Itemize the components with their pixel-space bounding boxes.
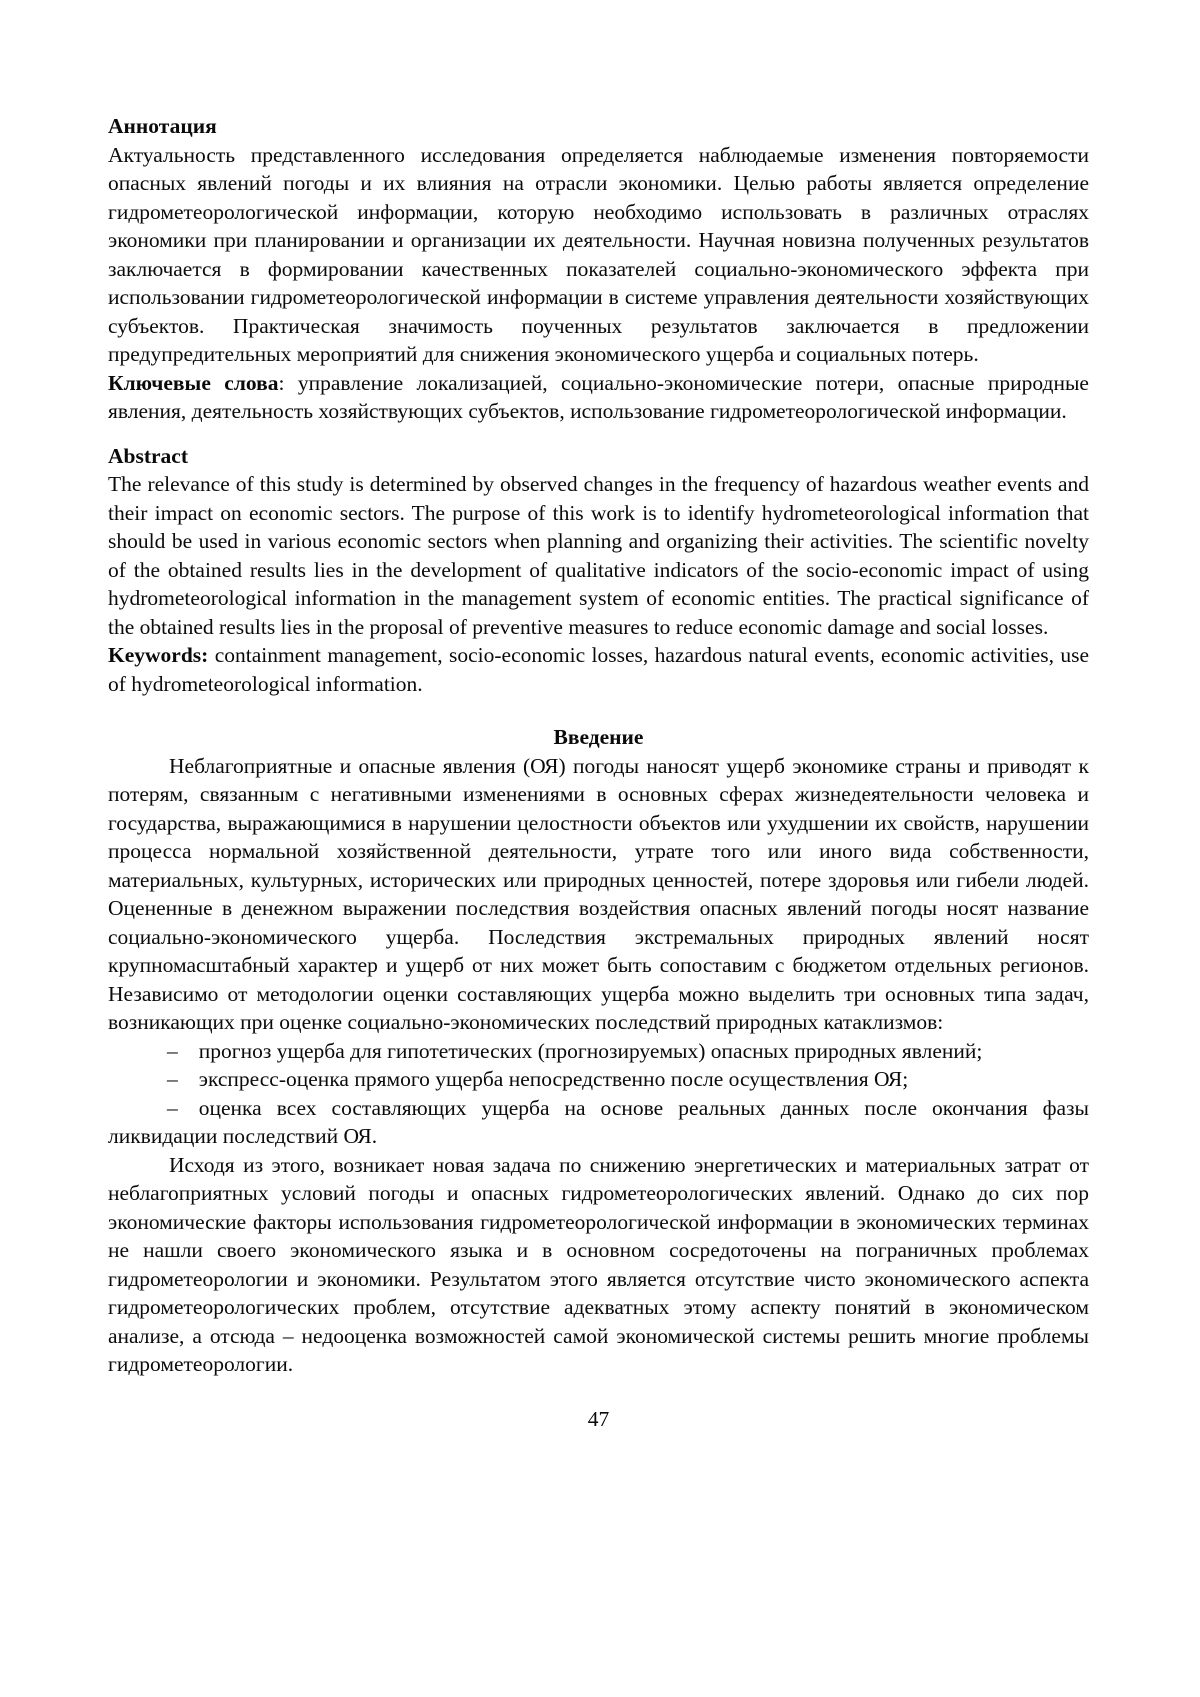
dash-bullet-marker: –: [167, 1095, 178, 1120]
introduction-heading: Введение: [553, 725, 644, 749]
section-gap: [108, 698, 1089, 723]
intro-paragraph-2: Исходя из этого, возникает новая задача по снижению энергетических и материальных затрат от неблагоприятных условий погоды и опасных гидрометеорологических явлений. Однако до сих пор экономические факторы использования гидрометеорологической информации в экономических терминах не нашли своего экономического языка и в основном сосредоточены на пограничных проблемах гидрометеорологии и экономики. Результатом этого является отсутствие чисто экономического аспекта гидрометеорологических проблем, отсутствие адекватных этому аспекту понятий в экономическом анализе, а отсюда – недооценка возможностей самой экономической системы решить многие проблемы гидрометеорологии.: [108, 1152, 1089, 1376]
bullet-item: [108, 1037, 1089, 1066]
bullet-item-text: оценка всех составляющих ущерба на основе реальных данных после окончания фазы ликвидации последствий ОЯ.: [108, 1095, 1089, 1148]
keywords-ru-label: Ключевые слова: [108, 370, 279, 395]
bullet-item-text: прогноз ущерба для гипотетических (прогнозируемых) опасных природных явлений;: [198, 1038, 983, 1063]
keywords-en: [108, 641, 1089, 698]
annotation-section-ru: [108, 112, 1089, 426]
annotation-body: Актуальность представленного исследования определяется наблюдаемые изменения повторяемости опасных явлений погоды и их влияния на отрасли экономики. Целью работы является определение гидрометеорологической информации, которую необходимо использовать в различных отраслях экономики при планировании и организации их деятельности. Научная новизна полученных результатов заключается в формировании качественных показателей социально-экономического эффекта при использовании гидрометеорологической информации в системе управления деятельности хозяйствующих субъектов. Практическая значимость поученных результатов заключается в предложении предупредительных мероприятий для снижения экономического ущерба и социальных потерь.: [108, 142, 1089, 366]
dash-bullet-marker: –: [167, 1038, 178, 1063]
abstract-body: The relevance of this study is determined by observed changes in the frequency of hazardous weather events and their impact on economic sectors. The purpose of this work is to identify hydrometeorological information that should be used in various economic sectors when planning and organizing their activities. The scientific novelty of the obtained results lies in the development of qualitative indicators of the socio-economic impact of using hydrometeorological information in the management system of economic entities. The practical significance of the obtained results lies in the proposal of preventive measures to reduce economic damage and social losses.: [108, 472, 1089, 639]
introduction-section: [108, 723, 1089, 1379]
page-number: 47: [587, 1406, 610, 1431]
keywords-ru-text: : управление локализацией, социально-экономические потери, опасные природные явления, деятельность хозяйствующих субъектов, использование гидрометеорологической информации.: [108, 370, 1089, 423]
annotation-heading: Аннотация: [108, 114, 217, 138]
document-page: [108, 112, 1089, 1433]
keywords-en-label: Keywords:: [108, 643, 209, 667]
bullet-item-text: экспресс-оценка прямого ущерба непосредственно после осуществления ОЯ;: [198, 1067, 909, 1091]
bullet-item: [108, 1065, 1089, 1094]
section-gap: [108, 426, 1089, 442]
bullet-item: [108, 1094, 1089, 1151]
intro-paragraph-1: Неблагоприятные и опасные явления (ОЯ) погоды наносят ущерб экономике страны и приводят к потерям, связанным с негативными изменениями в основных сферах жизнедеятельности человека и государства, выражающимися в нарушении целостности объектов или ухудшении их свойств, нарушении процесса нормальной хозяйственной деятельности, утрате того или иного вида собственности, материальных, культурных, исторических или природных ценностей, потере здоровья или гибели людей. Оцененные в денежном выражении последствия воздействия опасных явлений погоды носят название социально-экономического ущерба. Последствия экстремальных природных явлений носят крупномасштабный характер и ущерб от них может быть сопоставим с бюджетом отдельных регионов. Независимо от методологии оценки составляющих ущерба можно выделить три основных типа задач, возникающих при оценке социально-экономических последствий природных катаклизмов:: [108, 753, 1089, 1034]
keywords-en-text: containment management, socio-economic losses, hazardous natural events, economic activities, use of hydrometeorological information.: [108, 643, 1089, 696]
keywords-ru: [108, 369, 1089, 426]
dash-bullet-marker: –: [167, 1067, 178, 1091]
abstract-heading: Abstract: [108, 443, 189, 468]
abstract-section-en: [108, 442, 1089, 699]
